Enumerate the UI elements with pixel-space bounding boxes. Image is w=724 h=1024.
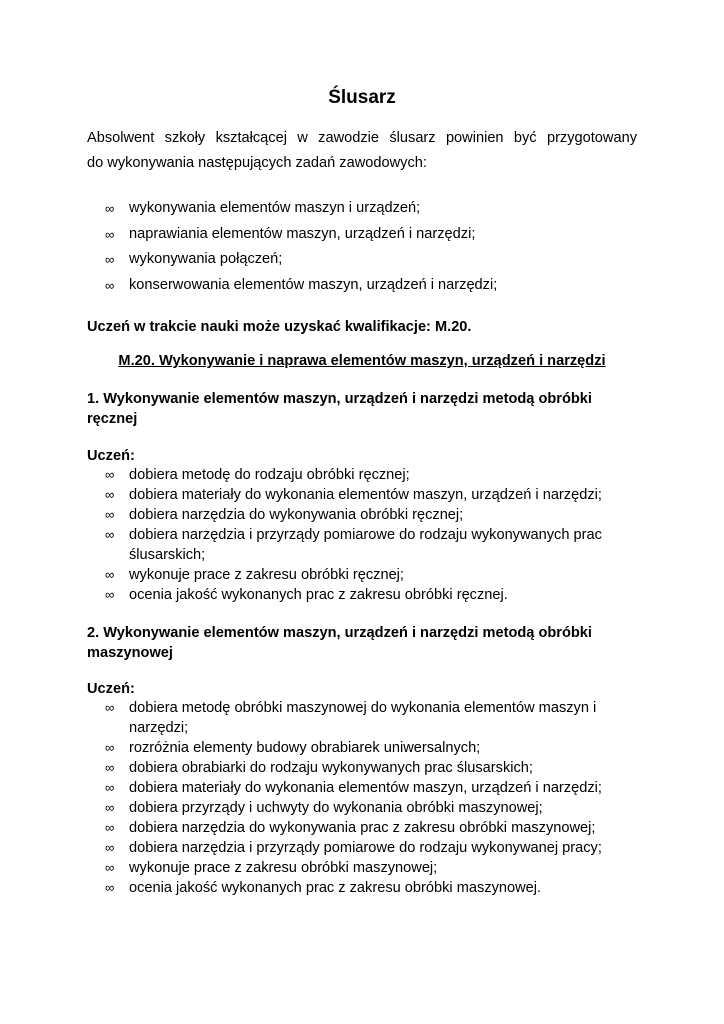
infinity-bullet-icon: ∞ <box>105 467 115 482</box>
list-item <box>105 758 645 778</box>
list-item-text: dobiera narzędzia do wykonywania prac z zakresu obróbki maszynowej; <box>129 820 596 836</box>
list-item-text: wykonuje prace z zakresu obróbki maszynowej; <box>129 860 438 876</box>
infinity-bullet-icon: ∞ <box>105 880 115 895</box>
section-1-student-label: Uczeń: <box>87 448 135 464</box>
list-item <box>105 878 645 898</box>
list-item <box>105 485 645 505</box>
infinity-bullet-icon: ∞ <box>105 527 115 542</box>
list-item <box>105 273 645 299</box>
infinity-bullet-icon: ∞ <box>105 277 115 293</box>
infinity-bullet-icon: ∞ <box>105 507 115 522</box>
list-item-text: dobiera materiały do wykonania elementów maszyn, urządzeń i narzędzi; <box>129 487 602 503</box>
list-item <box>105 858 645 878</box>
infinity-bullet-icon: ∞ <box>105 487 115 502</box>
list-item-text: konserwowania elementów maszyn, urządzeń i narzędzi; <box>129 276 498 293</box>
list-item-text: dobiera narzędzia i przyrządy pomiarowe do rodzaju wykonywanej pracy; <box>129 840 602 856</box>
intro-line-1: Absolwent szkoły kształcącej w zawodzie ślusarz powinien być przygotowany <box>87 130 637 146</box>
infinity-bullet-icon: ∞ <box>105 587 115 602</box>
list-item-text: dobiera narzędzia i przyrządy pomiarowe do rodzaju wykonywanych prac ślusarskich; <box>129 527 602 563</box>
infinity-bullet-icon: ∞ <box>105 760 115 775</box>
list-item-text: dobiera metodę do rodzaju obróbki ręcznej; <box>129 467 410 483</box>
list-item-text: naprawiania elementów maszyn, urządzeń i narzędzi; <box>129 225 476 242</box>
list-item-text: dobiera narzędzia do wykonywania obróbki ręcznej; <box>129 507 464 523</box>
list-item <box>105 465 645 485</box>
intro-paragraph <box>87 126 637 176</box>
list-item <box>105 838 645 858</box>
list-item <box>105 585 645 605</box>
infinity-bullet-icon: ∞ <box>105 780 115 795</box>
section-1-list <box>105 465 645 605</box>
list-item-text: dobiera materiały do wykonania elementów maszyn, urządzeń i narzędzi; <box>129 780 602 796</box>
list-item <box>105 196 645 222</box>
list-item <box>105 247 645 273</box>
module-title: M.20. Wykonywanie i naprawa elementów maszyn, urządzeń i narzędzi <box>118 353 606 369</box>
list-item <box>105 505 645 525</box>
section-2-list <box>105 698 645 898</box>
list-item-text: ocenia jakość wykonanych prac z zakresu obróbki ręcznej. <box>129 587 508 603</box>
list-item <box>105 525 629 565</box>
list-item-text: dobiera przyrządy i uchwyty do wykonania obróbki maszynowej; <box>129 800 543 816</box>
qualification-text: Uczeń w trakcie nauki może uzyskać kwalifikacje: M.20. <box>87 319 472 335</box>
list-item-text: rozróżnia elementy budowy obrabiarek uniwersalnych; <box>129 740 481 756</box>
list-item <box>105 818 645 838</box>
list-item <box>105 778 645 798</box>
list-item-text: wykonuje prace z zakresu obróbki ręcznej; <box>129 567 404 583</box>
infinity-bullet-icon: ∞ <box>105 252 115 267</box>
intro-line-2: do wykonywania następujących zadań zawodowych: <box>87 155 427 171</box>
section-2-student-label: Uczeń: <box>87 681 135 697</box>
list-item-text: ocenia jakość wykonanych prac z zakresu obróbki maszynowej. <box>129 880 542 896</box>
infinity-bullet-icon: ∞ <box>105 860 115 875</box>
infinity-bullet-icon: ∞ <box>105 820 115 835</box>
list-item-text: dobiera metodę obróbki maszynowej do wykonania elementów maszyn i narzędzi; <box>129 700 597 736</box>
list-item-text: dobiera obrabiarki do rodzaju wykonywanych prac ślusarskich; <box>129 760 533 776</box>
list-item <box>105 698 619 738</box>
infinity-bullet-icon: ∞ <box>105 840 115 855</box>
infinity-bullet-icon: ∞ <box>105 567 115 582</box>
list-item <box>105 565 645 585</box>
section-2-heading: 2. Wykonywanie elementów maszyn, urządzeń i narzędzi metodą obróbki maszynowej <box>87 625 592 661</box>
infinity-bullet-icon: ∞ <box>105 800 115 815</box>
tasks-list <box>105 196 645 298</box>
infinity-bullet-icon: ∞ <box>105 700 115 715</box>
infinity-bullet-icon: ∞ <box>105 201 115 216</box>
infinity-bullet-icon: ∞ <box>105 740 115 755</box>
list-item <box>105 222 645 248</box>
list-item <box>105 738 645 758</box>
page-title: Ślusarz <box>328 87 396 108</box>
list-item-text: wykonywania połączeń; <box>129 251 283 267</box>
infinity-bullet-icon: ∞ <box>105 226 115 242</box>
section-1-heading: 1. Wykonywanie elementów maszyn, urządzeń i narzędzi metodą obróbki ręcznej <box>87 391 592 427</box>
list-item <box>105 798 645 818</box>
list-item-text: wykonywania elementów maszyn i urządzeń; <box>129 200 421 216</box>
